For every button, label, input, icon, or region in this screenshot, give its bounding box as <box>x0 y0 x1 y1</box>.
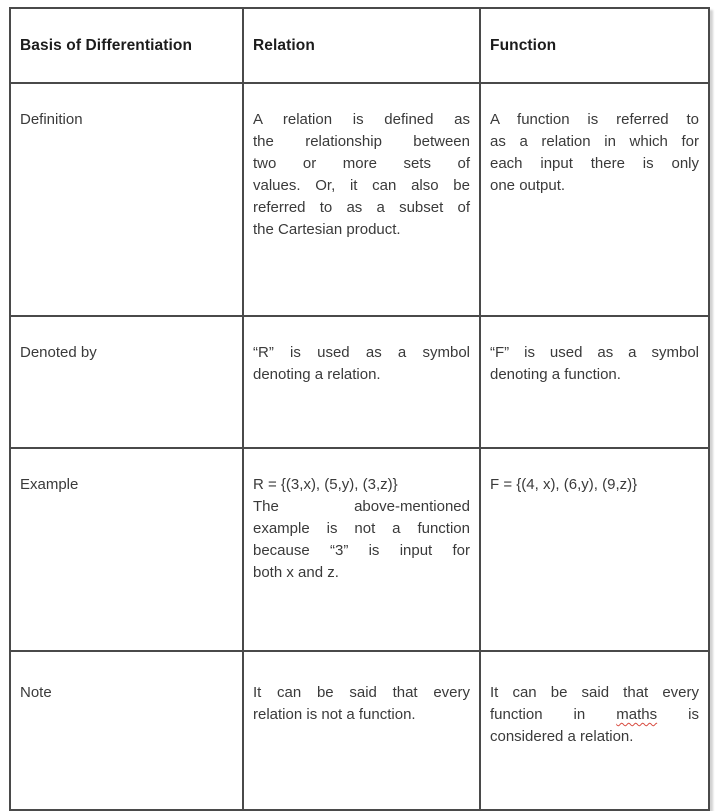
text-line: “R” is used as a symbol <box>253 344 470 361</box>
example-relation-cell <box>243 448 480 651</box>
text-line: the Cartesian product. <box>253 221 401 238</box>
relation-vs-function-table-container <box>9 7 710 811</box>
text-line: values. Or, it can also be <box>253 177 470 194</box>
text-line: both x and z. <box>253 564 339 581</box>
note-function-line2-pre: function in <box>490 706 586 723</box>
table-row-definition <box>10 83 709 316</box>
text-line: “F” is used as a symbol <box>490 344 699 361</box>
denoted-by-function-cell <box>480 316 709 448</box>
text-line: A function is referred to <box>490 111 699 128</box>
text-line: two or more sets of <box>253 155 470 172</box>
table-row-note <box>10 651 709 810</box>
note-relation-cell <box>243 651 480 810</box>
text-line: as a relation in which for <box>490 133 699 150</box>
text-line: It can be said that every <box>253 684 470 701</box>
column-header-function: Function <box>480 8 709 83</box>
note-label-cell: Note <box>10 651 243 810</box>
note-function-line2 <box>490 704 699 726</box>
text-line: each input there is only <box>490 155 699 172</box>
text-line: denoting a relation. <box>253 366 381 383</box>
definition-function-cell <box>480 83 709 316</box>
denoted-by-label-cell: Denoted by <box>10 316 243 448</box>
denoted-by-relation-cell <box>243 316 480 448</box>
text-line: because “3” is input for <box>253 542 470 559</box>
note-function-line3: considered a relation. <box>490 728 634 745</box>
text-line: A relation is defined as <box>253 111 470 128</box>
text-line: denoting a function. <box>490 366 621 383</box>
note-function-line2-post: is <box>688 706 699 723</box>
text-line: relation is not a function. <box>253 706 416 723</box>
text-line: The above-mentioned <box>253 498 470 515</box>
relation-example-explanation <box>253 496 470 584</box>
text-line: example is not a function <box>253 520 470 537</box>
note-function-cell <box>480 651 709 810</box>
text-line: referred to as a subset of <box>253 199 470 216</box>
example-function-cell <box>480 448 709 651</box>
example-label-cell: Example <box>10 448 243 651</box>
relation-example-formula: R = {(3,x), (5,y), (3,z)} <box>253 476 398 493</box>
column-header-basis: Basis of Differentiation <box>10 8 243 83</box>
column-header-relation: Relation <box>243 8 480 83</box>
table-row-example <box>10 448 709 651</box>
header-row <box>10 8 709 83</box>
text-line: the relationship between <box>253 133 470 150</box>
relation-vs-function-table <box>9 7 710 811</box>
function-example-formula: F = {(4, x), (6,y), (9,z)} <box>490 476 638 493</box>
note-function-line1: It can be said that every <box>490 684 699 701</box>
note-function-misspelled-word: maths <box>616 706 658 723</box>
table-row-denoted-by <box>10 316 709 448</box>
definition-relation-cell <box>243 83 480 316</box>
definition-label-cell: Definition <box>10 83 243 316</box>
text-line: one output. <box>490 177 566 194</box>
